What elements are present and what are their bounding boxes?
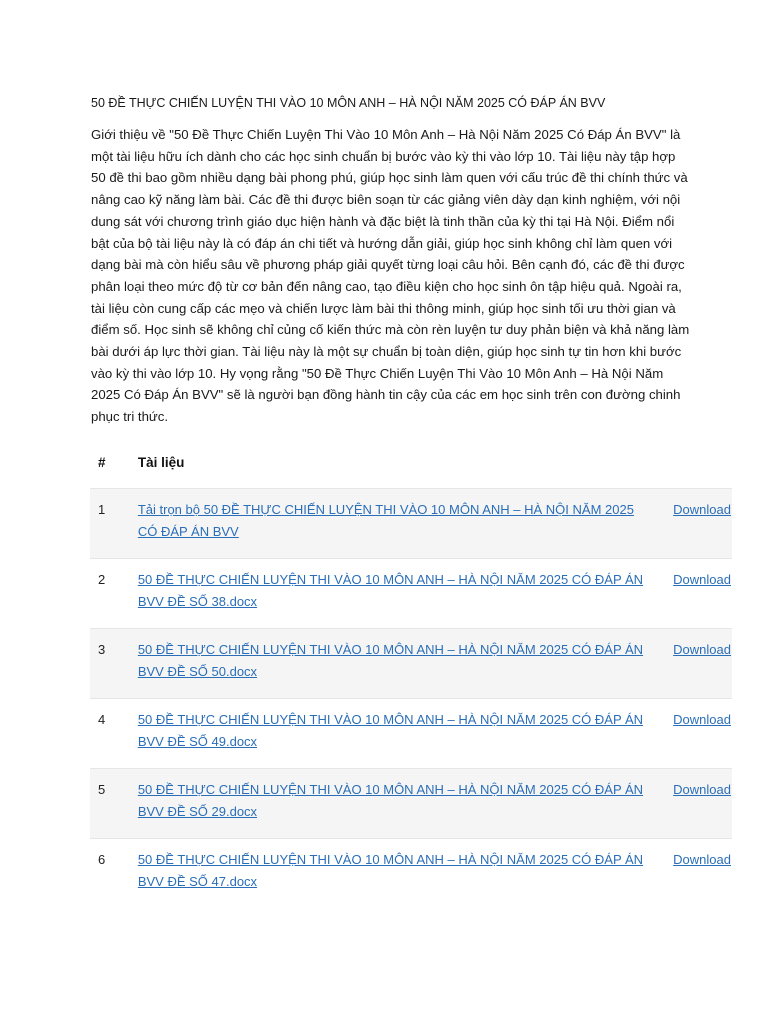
page-title: 50 ĐỀ THỰC CHIẾN LUYỆN THI VÀO 10 MÔN ANH – HÀ NỘI NĂM 2025 CÓ ĐÁP ÁN BVV	[91, 96, 606, 110]
document-link[interactable]: 50 ĐỀ THỰC CHIẾN LUYỆN THI VÀO 10 MÔN ANH – HÀ NỘI NĂM 2025 CÓ ĐÁP ÁN BVV ĐỀ SỐ 50.docx	[137, 642, 644, 679]
table-row	[90, 699, 732, 769]
download-link[interactable]: Download	[673, 782, 731, 797]
column-header-document: Tài liệu	[137, 454, 185, 470]
documents-table	[90, 436, 732, 909]
table-row	[90, 489, 732, 559]
table-row	[90, 629, 732, 699]
row-number: 3	[98, 642, 106, 657]
row-number: 5	[98, 782, 106, 797]
document-link[interactable]: 50 ĐỀ THỰC CHIẾN LUYỆN THI VÀO 10 MÔN ANH – HÀ NỘI NĂM 2025 CÓ ĐÁP ÁN BVV ĐỀ SỐ 47.docx	[137, 852, 644, 889]
row-number: 6	[98, 852, 106, 867]
column-header-download	[663, 436, 732, 489]
table-header-row	[90, 436, 732, 489]
document-link[interactable]: 50 ĐỀ THỰC CHIẾN LUYỆN THI VÀO 10 MÔN ANH – HÀ NỘI NĂM 2025 CÓ ĐÁP ÁN BVV ĐỀ SỐ 49.docx	[137, 712, 644, 749]
table-row	[90, 839, 732, 909]
document-link[interactable]: 50 ĐỀ THỰC CHIẾN LUYỆN THI VÀO 10 MÔN ANH – HÀ NỘI NĂM 2025 CÓ ĐÁP ÁN BVV ĐỀ SỐ 29.docx	[137, 782, 644, 819]
download-link[interactable]: Download	[673, 852, 731, 867]
intro-paragraph: Giới thiệu về "50 Đề Thực Chiến Luyện Thi Vào 10 Môn Anh – Hà Nội Năm 2025 Có Đáp Án BVV" là một tài liệu hữu ích dành cho các học sinh chuẩn bị bước vào kỳ thi vào lớp 10. Tài liệu này tập hợp 50 đề thi bao gồm nhiều dạng bài phong phú, giúp học sinh làm quen với cấu trúc đề thi chính thức và nâng cao kỹ năng làm bài. Các đề thi được biên soạn từ các giảng viên dày dạn kinh nghiệm, với nội dung sát với chương trình giáo dục hiện hành và đặc biệt là tinh thần của kỳ thi tại Hà Nội. Điểm nổi bật của bộ tài liệu này là có đáp án chi tiết và hướng dẫn giải, giúp học sinh không chỉ làm quen với dạng bài mà còn hiểu sâu về phương pháp giải quyết từng loại câu hỏi. Bên cạnh đó, các đề thi được phân loại theo mức độ từ cơ bản đến nâng cao, tạo điều kiện cho học sinh ôn tập hiệu quả. Ngoài ra, tài liệu còn cung cấp các mẹo và chiến lược làm bài thi thông minh, giúp học sinh tối ưu thời gian và điểm số. Học sinh sẽ không chỉ củng cố kiến thức mà còn rèn luyện tư duy phản biện và khả năng làm bài dưới áp lực thời gian. Tài liệu này là một sự chuẩn bị toàn diện, giúp học sinh tự tin hơn khi bước vào kỳ thi vào lớp 10. Hy vọng rằng "50 Đề Thực Chiến Luyện Thi Vào 10 Môn Anh – Hà Nội Năm 2025 Có Đáp Án BVV" sẽ là người bạn đồng hành tin cậy của các em học sinh trên con đường chinh phục tri thức.	[91, 127, 690, 425]
row-number: 2	[98, 572, 106, 587]
column-header-number: #	[98, 454, 106, 470]
document-link[interactable]: Tải trọn bộ 50 ĐỀ THỰC CHIẾN LUYỆN THI VÀO 10 MÔN ANH – HÀ NỘI NĂM 2025 CÓ ĐÁP ÁN BVV	[137, 502, 634, 539]
row-number: 4	[98, 712, 106, 727]
download-link[interactable]: Download	[673, 572, 731, 587]
table-row	[90, 559, 732, 629]
download-link[interactable]: Download	[673, 712, 731, 727]
row-number: 1	[98, 502, 106, 517]
download-link[interactable]: Download	[673, 642, 731, 657]
download-link[interactable]: Download	[673, 502, 731, 517]
document-link[interactable]: 50 ĐỀ THỰC CHIẾN LUYỆN THI VÀO 10 MÔN ANH – HÀ NỘI NĂM 2025 CÓ ĐÁP ÁN BVV ĐỀ SỐ 38.docx	[137, 572, 644, 609]
table-row	[90, 769, 732, 839]
